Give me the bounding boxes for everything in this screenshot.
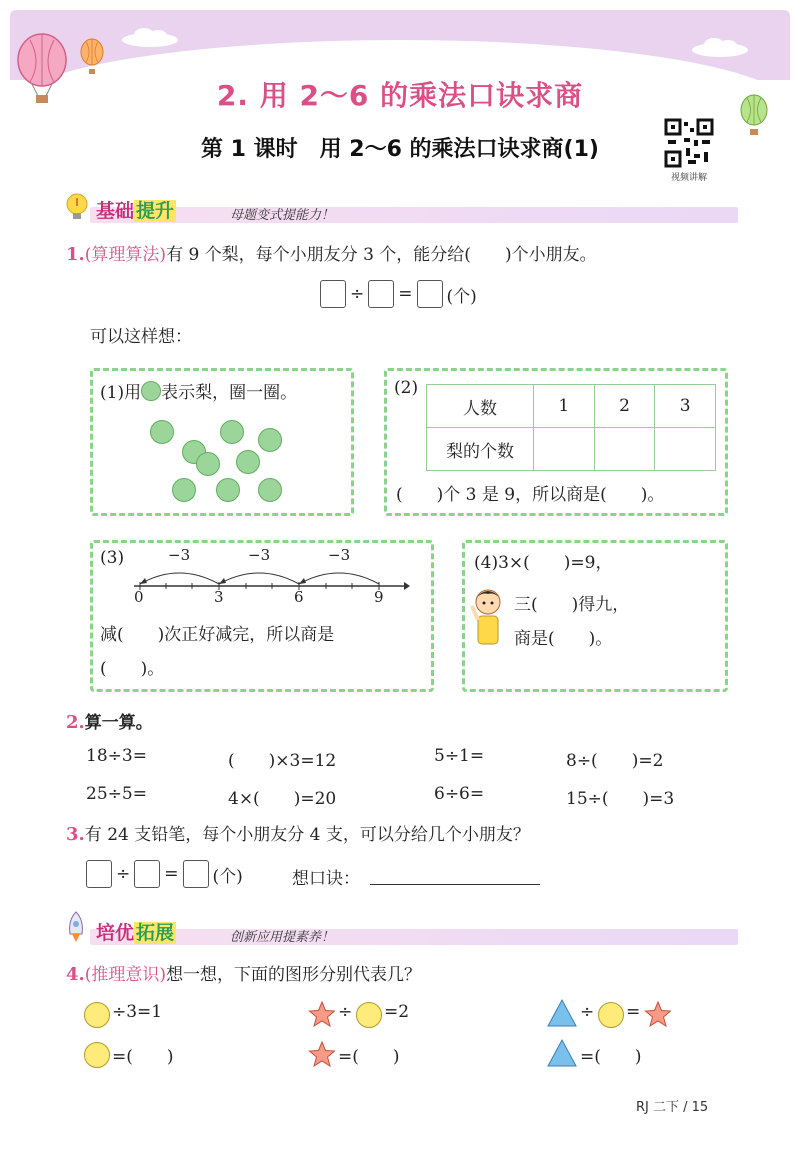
answer-box[interactable] (134, 860, 160, 888)
lesson-subtitle: 第 1 课时 用 2～6 的乘法口诀求商(1) (201, 137, 599, 162)
shape-answer: =( ) (580, 1047, 642, 1067)
panel-3-label: (3) (100, 548, 125, 568)
calc-item: ( )×3=12 (228, 751, 337, 771)
table-header: 2 (594, 385, 655, 428)
triangle-shape (546, 1038, 578, 1068)
pear-circle[interactable] (172, 478, 196, 502)
yellow-circle-shape (84, 1002, 110, 1028)
panel-2-text: ( )个 3 是 9，所以商是( )。 (396, 485, 665, 505)
lightbulb-icon (64, 192, 90, 222)
calc-item: 5÷1= (434, 746, 485, 766)
jump-label: −3 (168, 546, 191, 564)
pear-circle[interactable] (150, 420, 174, 444)
answer-box[interactable] (417, 280, 443, 308)
calc-item: 25÷5= (86, 784, 147, 804)
yellow-circle-shape (84, 1042, 110, 1068)
section-band (90, 207, 738, 223)
section-band (90, 929, 738, 945)
div-sign: ÷ (338, 1002, 353, 1022)
yellow-circle-shape (356, 1002, 382, 1028)
page-number: RJ 二下 / 15 (636, 1100, 709, 1115)
shape-equation: =2 (384, 1002, 410, 1022)
answer-box[interactable] (320, 280, 346, 308)
cloud-icon (120, 26, 180, 48)
q1-equation: ÷ = (个) (320, 280, 477, 308)
question-3: 3.有 24 支铅笔，每个小朋友分 4 支，可以分给几个小朋友？ (66, 824, 530, 845)
section-title: 基础 提升 (96, 200, 175, 222)
shape-equation: ÷3=1 (112, 1002, 163, 1022)
pear-circle[interactable] (236, 450, 260, 474)
calc-item: 6÷6= (434, 784, 485, 804)
answer-box[interactable] (368, 280, 394, 308)
q1-hint: 可以这样想： (90, 327, 192, 347)
tick-label: 6 (294, 588, 304, 606)
answer-box[interactable] (86, 860, 112, 888)
answer-box[interactable] (183, 860, 209, 888)
star-shape (308, 1040, 336, 1068)
table-header: 人数 (427, 385, 534, 428)
triangle-shape (546, 998, 578, 1028)
tick-label: 9 (374, 588, 384, 606)
star-shape (644, 1000, 672, 1028)
pear-circle[interactable] (196, 452, 220, 476)
jump-label: −3 (328, 546, 351, 564)
q3-equation: ÷ = (个) (86, 860, 243, 888)
calc-item: 4×( )=20 (228, 789, 337, 809)
yellow-circle-shape (598, 1002, 624, 1028)
table-cell[interactable] (594, 428, 655, 471)
div-sign: ÷ (580, 1002, 595, 1022)
panel-3-text: 减( )次正好减完，所以商是 (100, 625, 335, 645)
panel-1-text: (1)用 表示梨，圈一圈。 (100, 378, 297, 403)
table-row-label: 梨的个数 (427, 428, 534, 471)
boy-thinking-icon (470, 586, 506, 648)
jump-label: −3 (248, 546, 271, 564)
shape-answer: =( ) (112, 1047, 174, 1067)
balloon-icon (78, 38, 108, 78)
panel-4-line-3: 商是( )。 (514, 629, 613, 649)
qr-label: 视频讲解 (670, 173, 707, 183)
pear-circle[interactable] (220, 420, 244, 444)
eq-sign: = (626, 1002, 641, 1022)
calc-item: 15÷( )=3 (566, 789, 675, 809)
tick-label: 0 (134, 588, 144, 606)
qr-code-icon[interactable] (664, 118, 714, 168)
question-2: 2.算一算。 (66, 712, 153, 733)
calc-item: 8÷( )=2 (566, 751, 664, 771)
koujue-answer-line[interactable] (370, 884, 540, 885)
question-4: 4.(推理意识)想一想，下面的图形分别代表几？ (66, 964, 422, 985)
panel-2-label: (2) (394, 378, 419, 398)
panel-4-line-1: (4)3×( )=9， (474, 553, 613, 573)
table-header: 1 (534, 385, 595, 428)
pear-circle-icon (141, 381, 161, 401)
section-subtitle: 创新应用提素养！ (230, 930, 335, 945)
pear-table (426, 384, 716, 471)
star-shape (308, 1000, 336, 1028)
pear-circle[interactable] (258, 428, 282, 452)
shape-answer: =( ) (338, 1047, 400, 1067)
tick-label: 3 (214, 588, 224, 606)
table-header: 3 (655, 385, 716, 428)
table-cell[interactable] (655, 428, 716, 471)
question-1: 1.(算理算法)有 9 个梨，每个小朋友分 3 个，能分给( )个小朋友。 (66, 244, 597, 265)
panel-3-text-2: ( )。 (100, 659, 165, 679)
section-title: 培优 拓展 (96, 922, 175, 944)
pear-circle[interactable] (216, 478, 240, 502)
rocket-icon (64, 910, 88, 944)
pear-circle[interactable] (258, 478, 282, 502)
section-subtitle: 母题变式提能力！ (230, 208, 335, 223)
table-cell[interactable] (534, 428, 595, 471)
page-title: 2. 用 2～6 的乘法口诀求商 (216, 79, 584, 112)
panel-4-line-2: 三( )得九， (514, 595, 630, 615)
koujue-label: 想口诀： (292, 869, 360, 889)
calc-item: 18÷3= (86, 746, 147, 766)
cloud-icon (690, 36, 750, 58)
